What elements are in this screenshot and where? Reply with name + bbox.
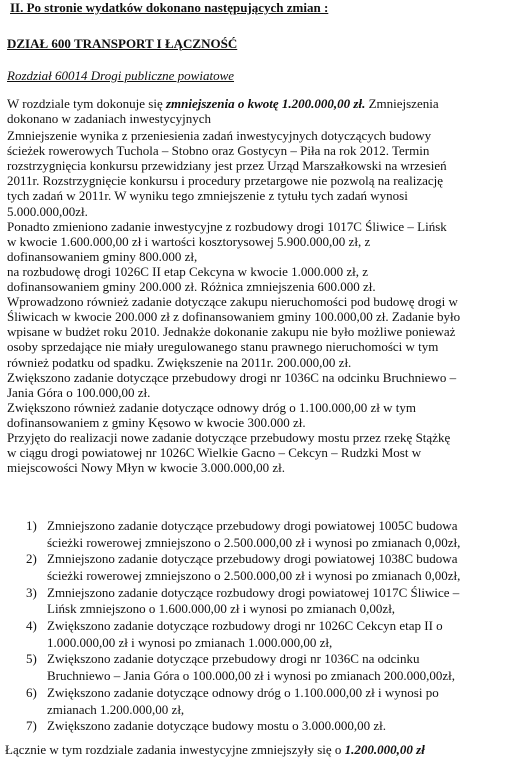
list-item-number: 2) (26, 551, 37, 567)
paragraph-intro-line1 (7, 96, 439, 111)
list-item-text: Zwiększono zadanie dotyczące odnowy dróg o 1.100.000,00 zł i wynosi po (47, 684, 439, 700)
list-item-number: 5) (26, 651, 37, 667)
body-line: również podatku od spadku. Zwiększenie na 2011r. 200.000,00 zł. (7, 354, 352, 370)
list-item-text: Bruchniewo – Jania Góra o 100.000,00 zł i wynosi po zmianach 200.000,00zł, (47, 668, 455, 684)
body-line: 2011r. Rozstrzygnięcie konkursu i procedury przetargowe nie pozwolą na realizację (7, 173, 444, 189)
list-item-line (26, 601, 395, 616)
list-item-line (26, 568, 460, 583)
body-line: w kwocie 1.600.000,00 zł i wartości kosztorysowej 5.900.000,00 zł, z (7, 233, 371, 249)
intro-highlight: zmniejszenia o kwotę 1.200.000,00 zł. (165, 96, 366, 111)
body-line: Ponadto zmieniono zadanie inwestycyjne z rozbudowy drogi 1017C Śliwice – Lińsk (7, 218, 447, 234)
summary-prefix: Łącznie w tym rozdziale zadania inwestycyjne zmniejszyły się o (5, 742, 345, 757)
list-item-text: Zmniejszono zadanie dotyczące przebudowy drogi powiatowej 1038C budowa (47, 551, 458, 567)
list-item-line (26, 718, 386, 733)
list-item-line (26, 651, 420, 666)
list-item-number: 6) (26, 684, 37, 700)
list-item-text: Zwiększono zadanie dotyczące przebudowy drogi nr 1036C na odcinku (47, 651, 420, 667)
paragraph-intro-line2: dokonano w zadaniach inwestycyjnych (7, 111, 211, 126)
body-line: Wprowadzono również zadanie dotyczące zakupu nieruchomości pod budowę drogi w (7, 294, 458, 310)
body-line: osoby sprzedające nie miały uregulowanego stanu prawnego nieruchomości w tym (7, 339, 439, 355)
list-item-text: Lińsk zmniejszono o 1.600.000,00 zł i wynosi po zmianach 0,00zł, (47, 601, 396, 617)
list-item-text: 1.000.000,00 zł i wynosi po zmianach 1.000.000,00 zł, (47, 634, 333, 650)
rozdzial-heading: Rozdział 60014 Drogi publiczne powiatowe (7, 68, 235, 83)
list-item-text: Zwiększono zadanie dotyczące rozbudowy drogi nr 1026C Cekcyn etap II o (47, 618, 443, 634)
body-line: Zwiększono zadanie dotyczące przebudowy drogi nr 1036C na odcinku Bruchniewo – (7, 369, 457, 385)
body-line: Przyjęto do realizacji nowe zadanie dotyczące przebudowy mostu przez rzekę Stążkę (7, 430, 451, 445)
list-item-text: zmianach 1.200.000,00 zł, (47, 701, 185, 717)
body-line: dofinansowaniem z gminy Kęsowo w kwocie 300.000 zł. (7, 414, 306, 430)
list-item-number: 3) (26, 584, 37, 600)
dzial-heading: DZIAŁ 600 TRANSPORT I ŁĄCZNOŚĆ (7, 36, 238, 51)
list-item-text: Zmniejszono zadanie dotyczące przebudowy drogi powiatowej 1005C budowa (47, 518, 458, 533)
intro-suffix: Zmniejszenia (365, 96, 439, 111)
list-item-line (26, 551, 457, 566)
summary-amount: 1.200.000,00 zł (344, 742, 425, 757)
body-line: rozstrzygnięcia konkursu przewidziany jest przez Urząd Marszałkowski na wrzesień (7, 158, 447, 174)
body-line: dofinansowaniem gminy 800.000 zł, (7, 248, 198, 264)
body-line: miejscowości Nowy Młyn w kwocie 3.000.000,00 zł. (7, 460, 286, 476)
body-line: Zmniejszenie wynika z przeniesienia zadań inwestycyjnych dotyczących budowy (7, 128, 432, 143)
body-line: ścieżek rowerowych Tuchola – Stobno oraz Gostycyn – Piła na rok 2012. Termin (7, 143, 430, 159)
body-line: Jania Góra o 100.000,00 zł. (7, 384, 151, 400)
list-item-number: 4) (26, 618, 37, 634)
list-item-line (26, 518, 457, 533)
list-item-line (26, 585, 459, 600)
list-item-text: ścieżki rowerowej zmniejszono o 2.500.000,00 zł i wynosi po zmianach 0,00zł, (47, 534, 461, 550)
intro-prefix: W rozdziale tym dokonuje się (7, 96, 166, 111)
list-item-line (26, 618, 443, 633)
list-item-line (26, 685, 439, 700)
list-item-text: Zwiększono zadanie dotyczące budowy mostu o 3.000.000,00 zł. (47, 718, 386, 734)
body-line: dofinansowaniem gminy 200.000 zł. Różnica zmniejszenia 600.000 zł. (7, 279, 376, 294)
list-item-line (26, 668, 455, 683)
list-item-line (26, 535, 460, 550)
body-line: Śliwicach w kwocie 200.000 zł z dofinansowaniem gminy 100.000,00 zł. Zadanie było (7, 309, 461, 325)
body-line: 5.000.000,00zł. (7, 203, 88, 219)
body-line: Zwiększono również zadanie dotyczące odnowy dróg o 1.100.000,00 zł w tym (7, 399, 417, 415)
body-line: wpisane w budżet roku 2010. Jednakże dokonanie zakupu nie było możliwe ponieważ (7, 324, 456, 340)
list-item-number: 1) (26, 518, 37, 533)
list-item-line (26, 702, 184, 717)
body-line: na rozbudowę drogi 1026C II etap Cekcyna w kwocie 1.000.000 zł, z (7, 263, 369, 279)
list-item-line (26, 635, 332, 650)
body-line: tych zadań w 2011r. W wyniku tego zmniejszenie z tytułu tych zadań wynosi (7, 188, 408, 204)
section-heading: II. Po stronie wydatków dokonano następujących zmian : (10, 0, 329, 15)
body-line: w ciągu drogi powiatowej nr 1026C Wielkie Gacno – Cekcyn – Rudzki Most w (7, 445, 422, 461)
list-item-text: ścieżki rowerowej zmniejszono o 2.500.000,00 zł i wynosi po zmianach 0,00zł, (47, 568, 461, 584)
list-item-text: Zmniejszono zadanie dotyczące rozbudowy drogi powiatowej 1017C Śliwice – (47, 584, 460, 600)
summary-line (5, 742, 425, 757)
list-item-number: 7) (26, 718, 37, 734)
